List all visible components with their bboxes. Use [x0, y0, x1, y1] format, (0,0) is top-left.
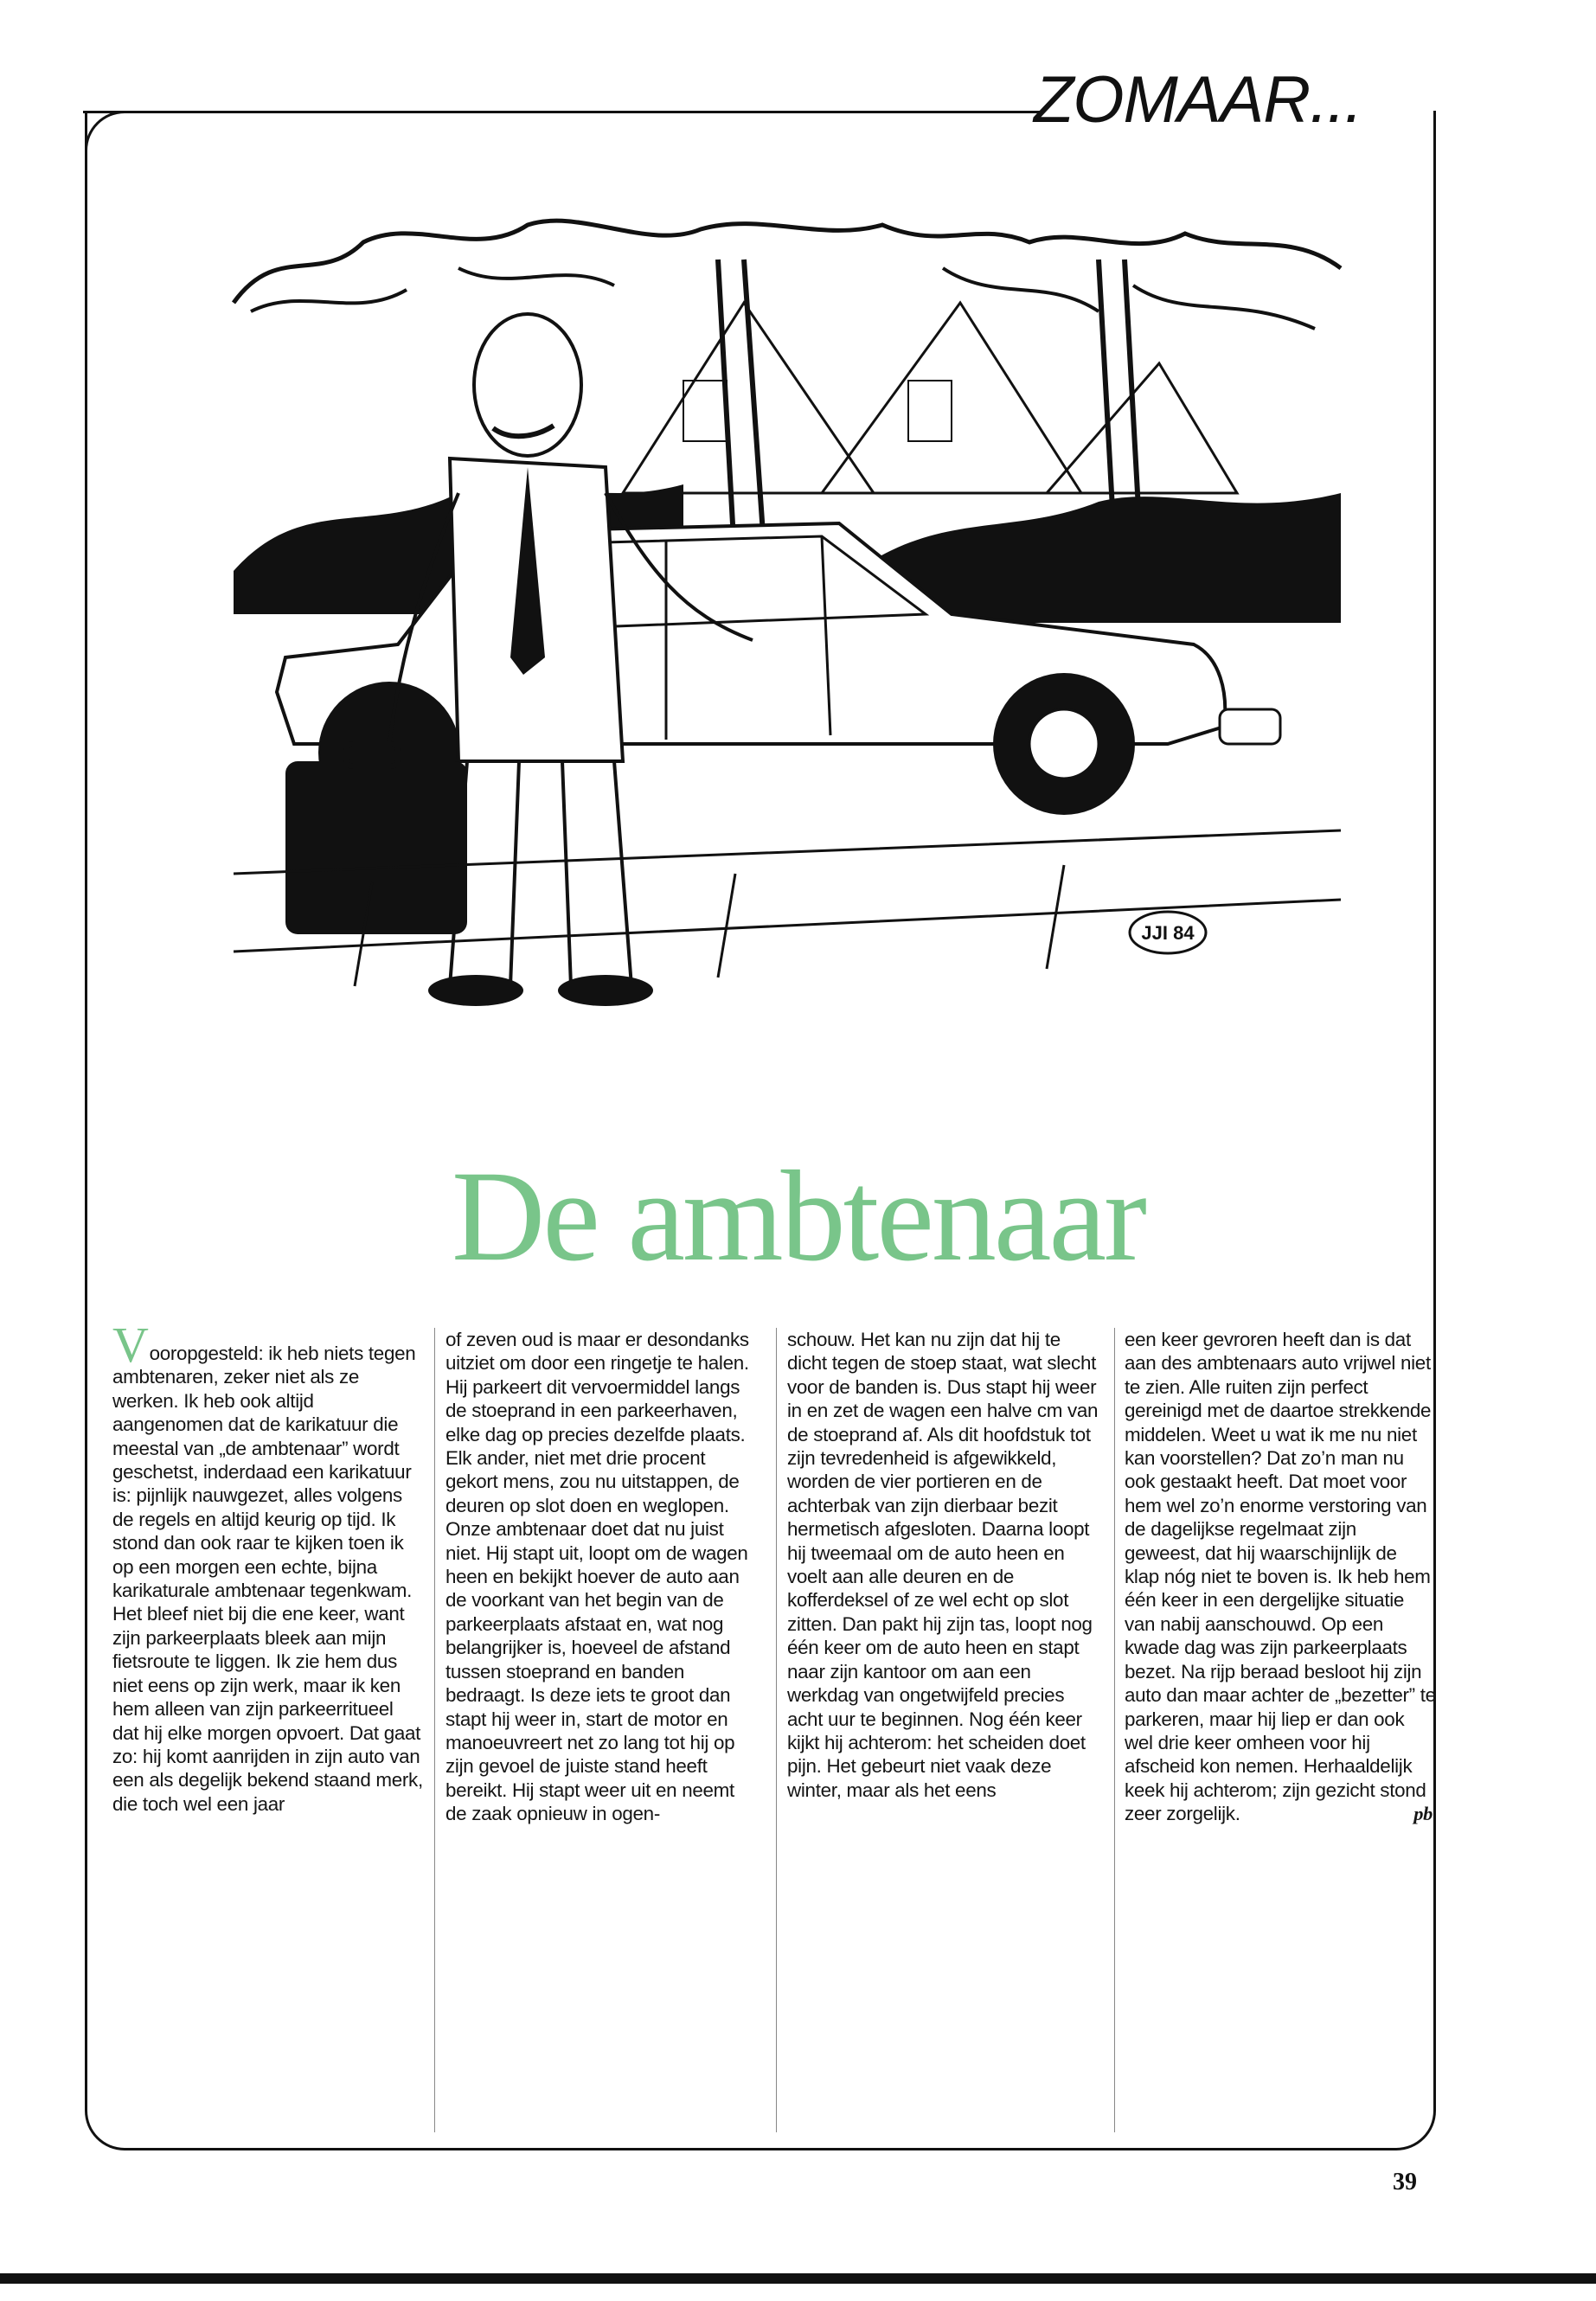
cartoon-illustration: [199, 208, 1375, 1081]
author-signature: pb: [1413, 1803, 1433, 1825]
column-divider: [776, 1328, 777, 2132]
column-divider: [434, 1328, 435, 2132]
article-column-1: [112, 1328, 424, 2132]
artist-mark: JJI 84: [1141, 922, 1195, 944]
article-column-3: [787, 1328, 1099, 2132]
column-divider: [1114, 1328, 1115, 2132]
drop-cap: V: [112, 1328, 149, 1373]
page-number: 39: [1393, 2169, 1417, 2195]
section-label: ZOMAAR...: [1034, 63, 1362, 137]
column-text: of zeven oud is maar er desondanks uitziet om door een ringetje te halen. Hij parkeert dit vervoermiddel langs de stoeprand in een parkeerhaven, elke dag op precies dezelfde plaats. Elk ander, niet met drie procent gekort mens, zou nu uitstappen, de deuren op slot doen en weglopen. Onze ambtenaar doet dat nu juist niet. Hij stapt uit, loopt om de wagen heen en bekijkt hoever de auto aan de voorkant van het begin van de parkeerplaats afstaat en, wat nog belangrijker is, hoeveel de afstand tussen stoeprand en banden bedraagt. Is deze iets te groot dan stapt hij weer in, start de motor en manoeuvreert net zo lang tot hij op zijn gevoel de juiste stand heeft bereikt. Hij stapt weer uit en neemt de zaak opnieuw in ogen-: [445, 1329, 749, 1825]
column-text: schouw. Het kan nu zijn dat hij te dicht tegen de stoep staat, wat slecht voor de banden is. Dus stapt hij weer in en zet de wagen een halve cm van de stoeprand af. Als dit hoofdstuk tot zijn tevredenheid is afgewikkeld, worden de vier portieren en de achterbak van zijn dierbaar bezit hermetisch afgesloten. Daarna loopt hij tweemaal om de auto heen en voelt aan alle deuren en de kofferdeksel of ze wel echt op slot zitten. Dan pakt hij zijn tas, loopt nog één keer om de auto heen en stapt naar zijn kantoor om aan een werkdag van ongetwijfeld precies acht uur te beginnen. Nog één keer kijkt hij achterom: het scheiden doet pijn. Het gebeurt niet vaak deze winter, maar als het eens: [787, 1329, 1099, 1801]
column-text: ooropgesteld: ik heb niets tegen ambtenaren, zeker niet als ze werken. Ik heb ook altijd aangenomen dat de karikatuur die meestal van „de ambtenaar” wordt geschetst, inderdaad een karikatuur is: pijnlijk nauwgezet, alles volgens de regels en altijd keurig op tijd. Ik stond dan ook raar te kijken toen ik op een morgen een echte, bijna karikaturale ambtenaar tegenkwam. Het bleef niet bij die ene keer, want zijn parkeerplaats bleek aan mijn fietsroute te liggen. Ik zie hem dus niet eens op zijn werk, maar ik ken hem alleen van zijn parkeerritueel dat hij elke morgen opvoert. Dat gaat zo: hij komt aanrijden in zijn auto van een als degelijk bekend staand merk, die toch wel een jaar: [112, 1343, 423, 1815]
article-column-4: [1125, 1328, 1436, 2132]
article-body: [112, 1328, 1443, 2132]
column-text: een keer gevroren heeft dan is dat aan des ambtenaars auto vrijwel niet te zien. Alle ruiten zijn perfect gereinigd met de daartoe strekkende middelen. Weet u wat ik me nu niet kan voorstellen? Dat zo’n man nu ook gestaakt heeft. Dat moet voor hem wel zo’n enorme verstoring van de dagelijkse regelmaat zijn geweest, dat hij waarschijnlijk de klap nóg niet te boven is. Ik heb hem één keer in een dergelijke situatie van nabij aanschouwd. Op een kwade dag was zijn parkeerplaats bezet. Na rijp beraad besloot hij zijn auto dan maar achter de „bezetter” te parkeren, maar hij liep er dan ook wel drie keer omheen voor hij afscheid kon nemen. Herhaaldelijk keek hij achterom; zijn gezicht stond zeer zorgelijk.: [1125, 1329, 1436, 1825]
article-column-2: [445, 1328, 757, 2132]
article-title: De ambtenaar: [451, 1144, 1144, 1288]
bottom-bar: [0, 2273, 1596, 2284]
